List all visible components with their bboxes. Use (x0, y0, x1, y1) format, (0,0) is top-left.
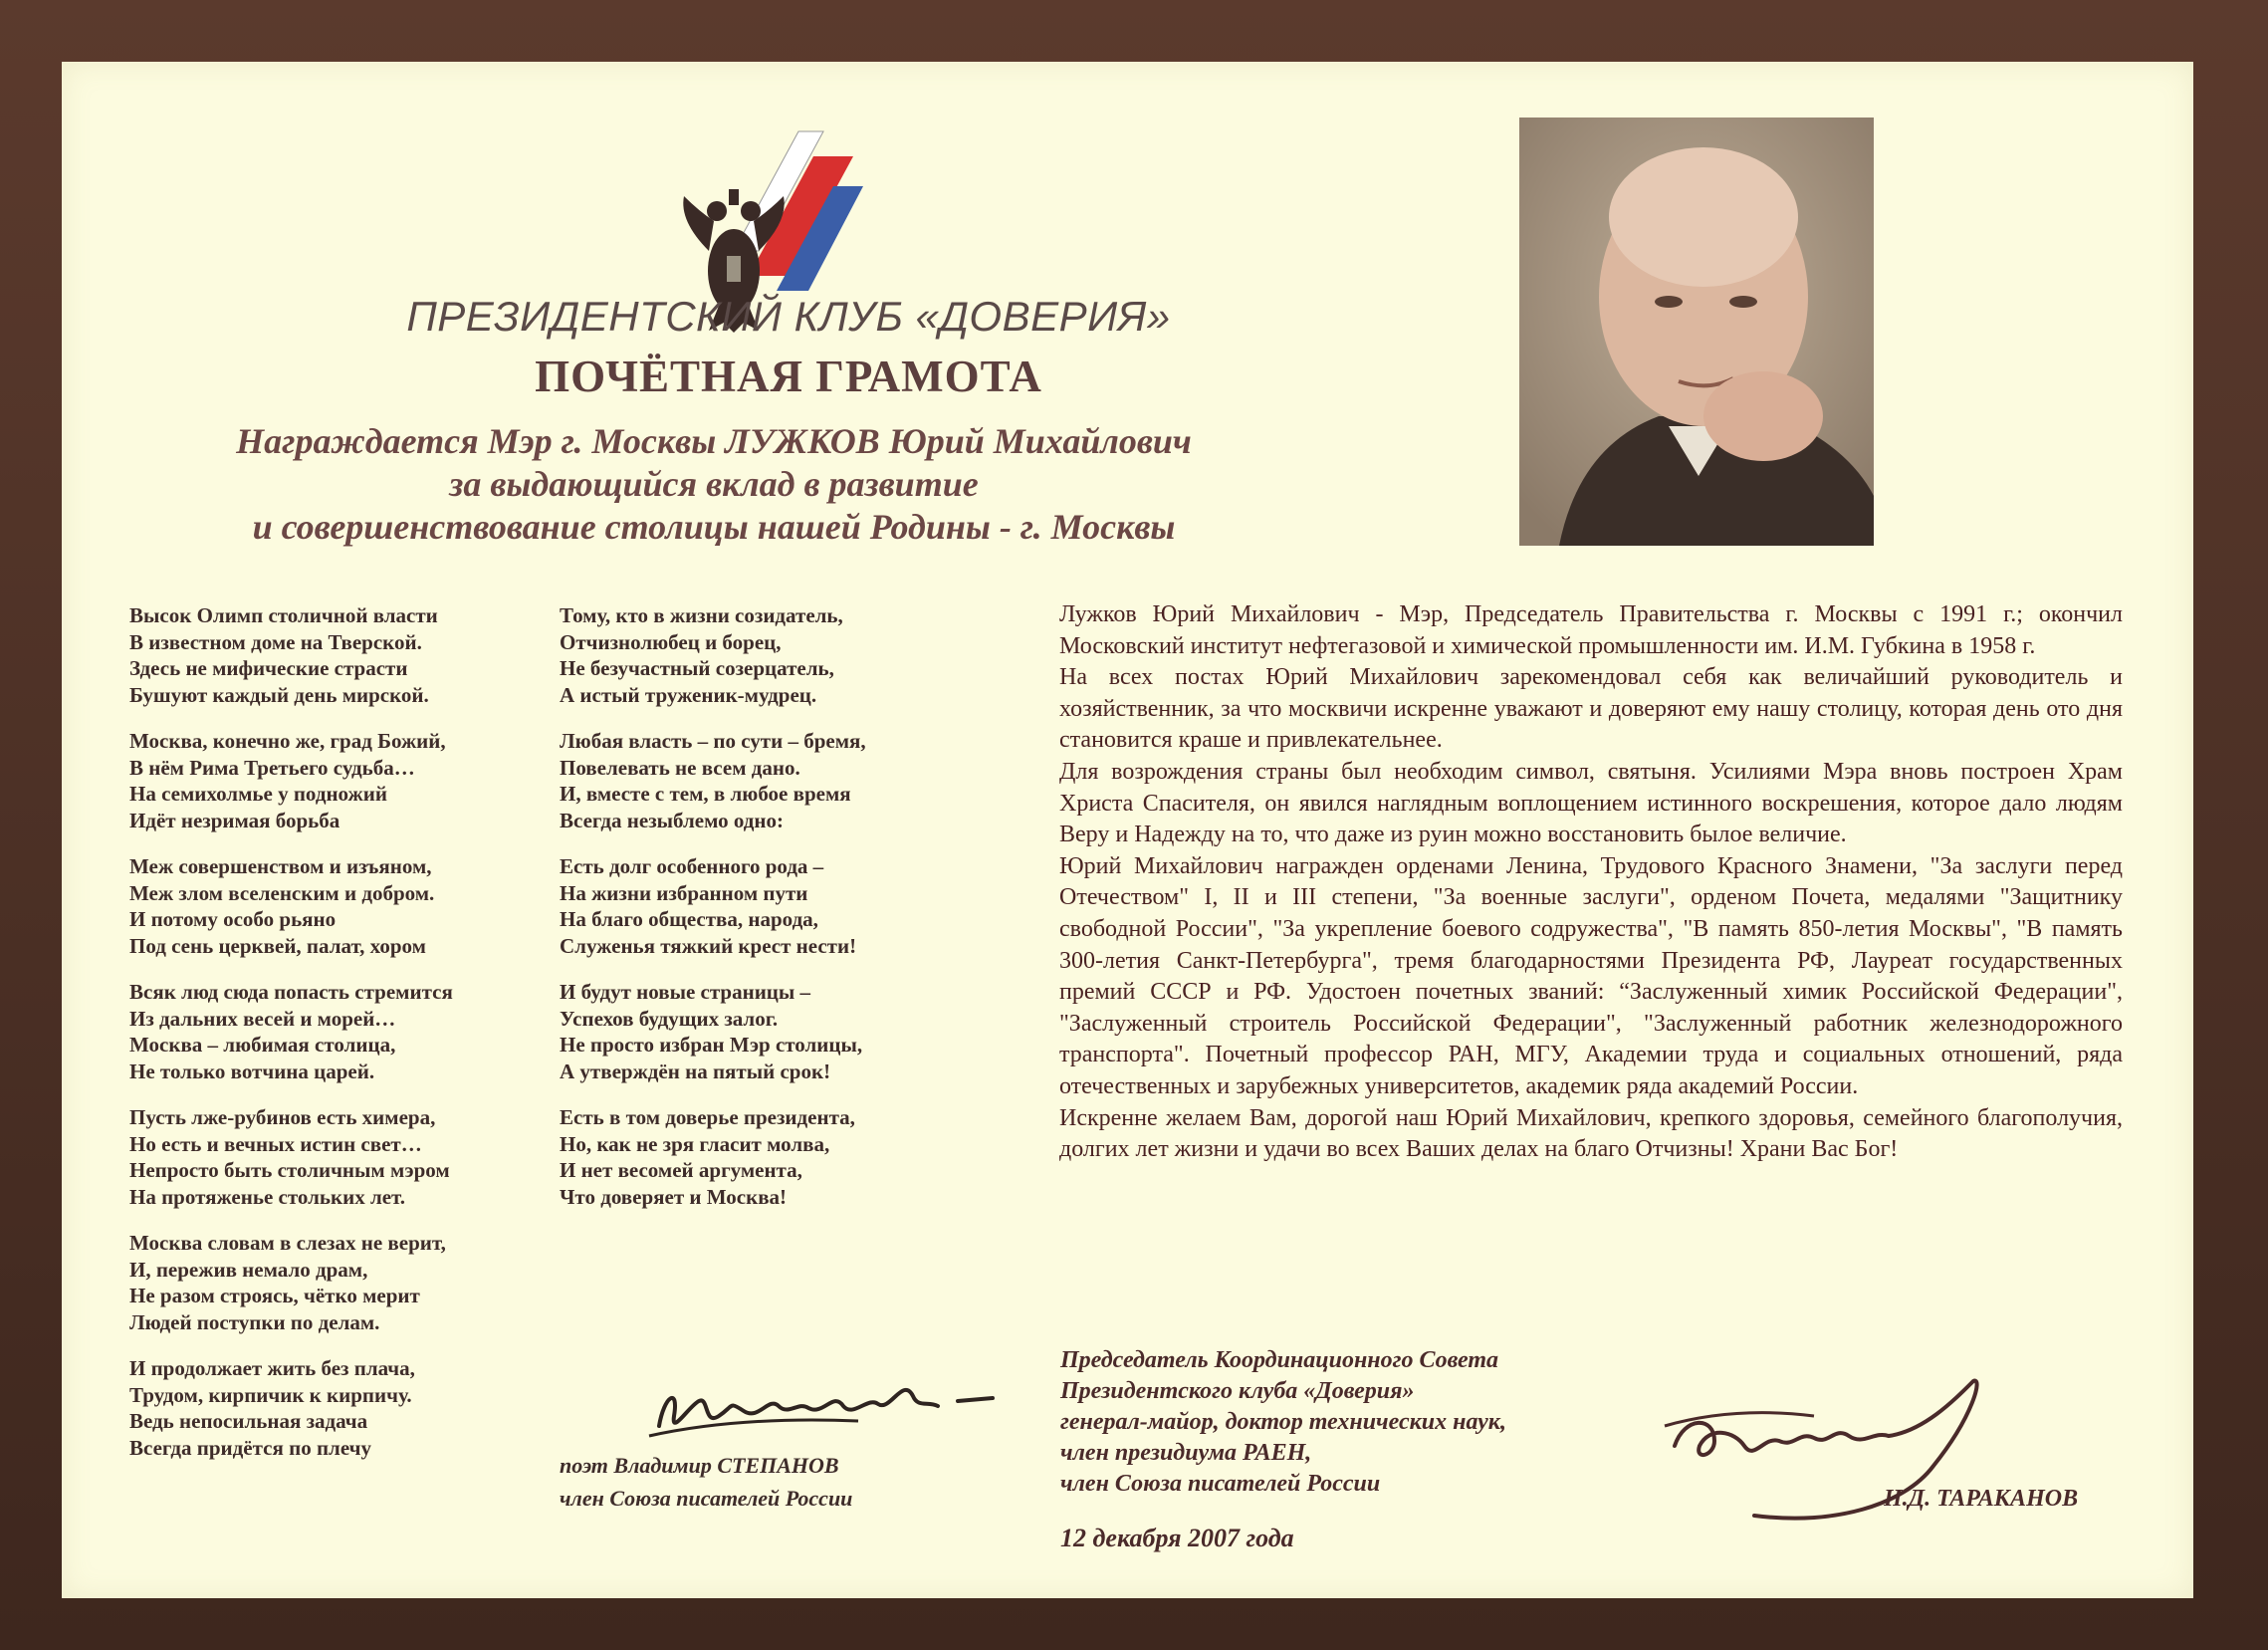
poem-line: Пусть лже-рубинов есть химера, (129, 1105, 436, 1129)
poem-line: Под сень церквей, палат, хором (129, 933, 426, 958)
poem-line: В нём Рима Третьего судьба… (129, 755, 415, 780)
poem-line: На семихолмье у подножий (129, 782, 387, 806)
poet-credit (560, 1449, 852, 1515)
poem-line: Из дальних весей и морей… (129, 1006, 396, 1031)
poem-line: Идёт незримая борьба (129, 808, 340, 832)
poem-line: Высок Олимп столичной власти (129, 603, 438, 627)
poem-line: Меж совершенством и изъяном, (129, 854, 432, 878)
poem-line: Не разом строясь, чётко мерит (129, 1284, 420, 1307)
portrait-photo (1519, 118, 1874, 546)
poem-line: Что доверяет и Москва! (560, 1184, 788, 1209)
bio-paragraph: Искренне желаем Вам, дорогой наш Юрий Михайлович, крепкого здоровья, семейного благополучия, долгих лет жизни и удачи во всех Ваших делах на благо Отчизны! Храни Вас Бог! (1059, 1104, 2123, 1163)
poem-line: Служенья тяжкий крест нести! (560, 933, 857, 958)
poem-line: Ведь непосильная задача (129, 1409, 368, 1433)
poem-line: Всегда незыблемо одно: (560, 808, 784, 832)
poem-right-column (560, 602, 866, 1230)
poem-stanza (129, 853, 453, 959)
poem-stanza (560, 979, 866, 1084)
poem-stanza (129, 1355, 453, 1461)
signer-block (1060, 1345, 1506, 1500)
poem-line: И будут новые страницы – (560, 980, 811, 1004)
poem-stanza (129, 1230, 453, 1335)
award-line: Награждается Мэр г. Москвы ЛУЖКОВ Юрий Михайлович (236, 421, 1192, 461)
poem-line: Отчизнолюбец и борец, (560, 629, 782, 654)
poem-stanza (560, 602, 866, 708)
poem-stanza (129, 728, 453, 833)
poem-line: Всегда придётся по плечу (129, 1435, 371, 1460)
document-title: ПОЧЁТНАЯ ГРАМОТА (535, 352, 1042, 401)
poem-line: Меж злом вселенским и добром. (129, 880, 435, 905)
poem-stanza (129, 602, 453, 708)
bio-paragraph: На всех постах Юрий Михайлович зарекомендовал себя как величайший руководитель и хозяйственник, за что москвичи искренне уважают и доверяют ему нашу столицу, которая день ото дня становится краше и привлекательнее. (1059, 664, 2123, 754)
poem-line: Есть в том доверье президента, (560, 1105, 855, 1129)
poem-line: И нет весомей аргумента, (560, 1158, 802, 1182)
poem-line: Но, как не зря гласит молва, (560, 1131, 830, 1156)
poem-line: Бушуют каждый день мирской. (129, 682, 429, 707)
poem-left-column (129, 602, 453, 1481)
poem-line: На протяженье стольких лет. (129, 1184, 406, 1209)
certificate-date: 12 декабря 2007 года (1060, 1524, 1294, 1552)
poem-line: Москва словам в слезах не верит, (129, 1231, 446, 1255)
signer-line: Президентского клуба «Доверия» (1060, 1378, 1415, 1404)
club-title: ПРЕЗИДЕНТСКИЙ КЛУБ «ДОВЕРИЯ» (406, 293, 1171, 340)
poem-line: Всяк люд сюда попасть стремится (129, 980, 453, 1004)
poem-line: Не безучастный созерцатель, (560, 656, 834, 680)
certificate-paper (62, 62, 2193, 1598)
poem-line: Не только вотчина царей. (129, 1059, 375, 1083)
poem-line: На жизни избранном пути (560, 880, 808, 905)
award-line: и совершенствование столицы нашей Родины - г. Москвы (252, 507, 1176, 547)
poem-line: И, вместе с тем, в любое время (560, 782, 851, 806)
poem-line: В известном доме на Тверской. (129, 629, 422, 654)
poem-line: Не просто избран Мэр столицы, (560, 1033, 863, 1057)
signer-line: генерал-майор, доктор технических наук, (1060, 1409, 1506, 1435)
signer-line: Председатель Координационного Совета (1060, 1347, 1499, 1373)
bio-paragraph: Юрий Михайлович награжден орденами Ленина, Трудового Красного Знамени, "За заслуги перед Отечеством" I, II и III степени, "За военные заслуги", орденом Почета, медалями "Защитнику свободной России", "За укрепление боевого содружества", "В память 850-летия Москвы", "В память 300-летия Санкт-Петербурга", тремя благодарностями Президента РФ, Лауреат государственных премий СССР и РФ. Удостоен почетных званий: “Заслуженный химик Российской Федерации", "Заслуженный строитель Российской Федерации", "Заслуженный работник железнодорожного транспорта". Почетный профессор РАН, МГУ, Академии труда и социальных отношений, ряда отечественных и зарубежных университетов, академик ряда академий России. (1059, 852, 2123, 1099)
poem-line: Есть долг особенного рода – (560, 854, 824, 878)
poem-line: Трудом, кирпичик к кирпичу. (129, 1382, 412, 1407)
poem-line: Людей поступки по делам. (129, 1309, 380, 1334)
poem-line: Здесь не мифические страсти (129, 656, 408, 680)
poem-stanza (560, 853, 866, 959)
bio-paragraph: Лужков Юрий Михайлович - Мэр, Председатель Правительства г. Москвы с 1991 г.; окончил Московский институт нефтегазовой и химической промышленности им. И.М. Губкина в 1958 г. (1059, 601, 2123, 659)
poem-line: Любая власть – по сути – бремя, (560, 729, 866, 753)
poem-line: А истый труженик-мудрец. (560, 682, 817, 707)
poem-line: Успехов будущих залог. (560, 1006, 779, 1031)
bio-paragraph: Для возрождения страны был необходим символ, святыня. Усилиями Мэра вновь построен Храм Христа Спасителя, он явился наглядным воплощением истинного воскрешения, которое дало людям Веру и Надежду на то, что даже из руин можно восстановить былое величие. (1059, 758, 2123, 848)
award-line: за выдающийся вклад в развитие (449, 464, 979, 504)
poem-stanza (129, 979, 453, 1084)
poet-name: поэт Владимир СТЕПАНОВ (560, 1453, 839, 1478)
award-text (141, 420, 1286, 549)
poem-line: Непросто быть столичным мэром (129, 1158, 450, 1182)
signer-line: член президиума РАЕН, (1060, 1440, 1312, 1466)
poem-line: Но есть и вечных истин свет… (129, 1131, 422, 1156)
poem-line: Повелевать не всем дано. (560, 755, 800, 780)
poem-line: На благо общества, народа, (560, 907, 818, 931)
biography-text (1059, 599, 2123, 1166)
signer-name: Н.Д. ТАРАКАНОВ (1884, 1486, 2079, 1512)
poem-stanza (560, 728, 866, 833)
poem-line: И продолжает жить без плача, (129, 1356, 415, 1380)
poem-line: И потому особо рьяно (129, 907, 337, 931)
poem-stanza (129, 1104, 453, 1210)
poem-line: Тому, кто в жизни созидатель, (560, 603, 843, 627)
poem-line: Москва – любимая столица, (129, 1033, 396, 1057)
poem-line: Москва, конечно же, град Божий, (129, 729, 446, 753)
signer-line: член Союза писателей России (1060, 1471, 1381, 1497)
poem-line: И, пережив немало драм, (129, 1257, 368, 1282)
poem-line: А утверждён на пятый срок! (560, 1059, 831, 1083)
poet-signature-icon (619, 1346, 1057, 1456)
tarakanov-signature-icon (1655, 1376, 2053, 1575)
poem-stanza (560, 1104, 866, 1210)
poet-membership: член Союза писателей России (560, 1486, 853, 1511)
